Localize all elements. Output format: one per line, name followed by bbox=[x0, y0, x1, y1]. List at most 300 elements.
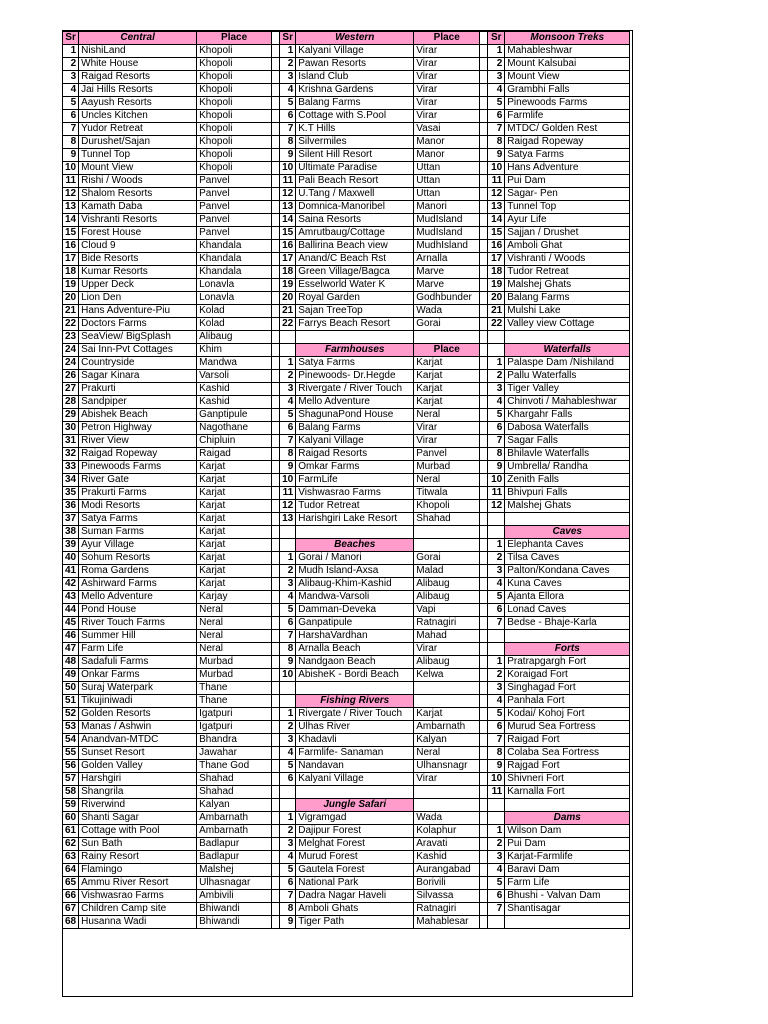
fishing-header: Fishing Rivers bbox=[296, 695, 414, 708]
sr-cell: 7 bbox=[488, 903, 505, 916]
table-row bbox=[63, 695, 630, 708]
place-cell: Virar bbox=[414, 110, 480, 123]
spacer-cell bbox=[480, 266, 488, 279]
sr-cell: 17 bbox=[488, 253, 505, 266]
place-cell: Karjat bbox=[197, 552, 272, 565]
place-header: Place bbox=[197, 32, 272, 45]
blank-cell bbox=[414, 331, 480, 344]
name-cell: Sandpiper bbox=[79, 396, 197, 409]
spacer-cell bbox=[272, 773, 280, 786]
sr-cell: 8 bbox=[280, 136, 296, 149]
place-cell: Karjat bbox=[197, 487, 272, 500]
sr-cell: 13 bbox=[280, 513, 296, 526]
place-cell: Kalyan bbox=[197, 799, 272, 812]
sr-cell: 37 bbox=[63, 513, 79, 526]
place-cell: Ratnagiri bbox=[414, 617, 480, 630]
sr-cell: 10 bbox=[488, 162, 505, 175]
table-row bbox=[63, 890, 630, 903]
sr-cell: 3 bbox=[280, 734, 296, 747]
name-cell: Khadavli bbox=[296, 734, 414, 747]
table-row bbox=[63, 513, 630, 526]
name-cell: Yudor Retreat bbox=[79, 123, 197, 136]
spacer-cell bbox=[480, 838, 488, 851]
jungle-header: Jungle Safari bbox=[296, 799, 414, 812]
sr-cell: 2 bbox=[63, 58, 79, 71]
name-cell: ShagunaPond House bbox=[296, 409, 414, 422]
table-row bbox=[63, 773, 630, 786]
sr-cell: 8 bbox=[280, 903, 296, 916]
sr-cell: 11 bbox=[280, 175, 296, 188]
sr-cell: 3 bbox=[488, 71, 505, 84]
spacer-cell bbox=[272, 110, 280, 123]
spacer-cell bbox=[272, 617, 280, 630]
blank-cell bbox=[488, 630, 505, 643]
name-cell: MTDC/ Golden Rest bbox=[505, 123, 630, 136]
sr-cell: 11 bbox=[488, 175, 505, 188]
table-row bbox=[63, 305, 630, 318]
name-cell: Vishwasrao Farms bbox=[79, 890, 197, 903]
farmhouses-header: Farmhouses bbox=[296, 344, 414, 357]
sr-cell: 5 bbox=[280, 604, 296, 617]
spacer-cell bbox=[272, 669, 280, 682]
blank-cell bbox=[488, 331, 505, 344]
place-cell: Karjat bbox=[197, 461, 272, 474]
sr-cell: 12 bbox=[63, 188, 79, 201]
sr-cell: 50 bbox=[63, 682, 79, 695]
table-row bbox=[63, 734, 630, 747]
sr-header: Sr bbox=[488, 32, 505, 45]
table-row bbox=[63, 721, 630, 734]
spacer-cell bbox=[480, 799, 488, 812]
blank-cell bbox=[505, 331, 630, 344]
name-cell: Farmlife bbox=[505, 110, 630, 123]
sr-cell: 61 bbox=[63, 825, 79, 838]
sr-cell: 68 bbox=[63, 916, 79, 929]
table-row bbox=[63, 344, 630, 357]
spacer-cell bbox=[272, 422, 280, 435]
header-row bbox=[63, 32, 630, 45]
place-cell: Ambarnath bbox=[197, 812, 272, 825]
sr-cell: 7 bbox=[488, 435, 505, 448]
table-row bbox=[63, 591, 630, 604]
place-cell: Khopoli bbox=[197, 110, 272, 123]
table-row bbox=[63, 279, 630, 292]
name-cell: Harishgiri Lake Resort bbox=[296, 513, 414, 526]
name-cell: Husanna Wadi bbox=[79, 916, 197, 929]
sr-cell: 51 bbox=[63, 695, 79, 708]
table-row bbox=[63, 45, 630, 58]
name-cell: Bedse - Bhaje-Karla bbox=[505, 617, 630, 630]
place-cell: Karjat bbox=[197, 500, 272, 513]
blank-cell bbox=[280, 526, 296, 539]
sr-cell: 13 bbox=[488, 201, 505, 214]
table-row bbox=[63, 552, 630, 565]
place-cell: Thane God bbox=[197, 760, 272, 773]
sr-cell: 1 bbox=[280, 812, 296, 825]
name-cell: Mello Adventure bbox=[79, 591, 197, 604]
name-cell: Suraj Waterpark bbox=[79, 682, 197, 695]
sr-cell: 2 bbox=[488, 552, 505, 565]
spacer-cell bbox=[272, 604, 280, 617]
sr-cell: 3 bbox=[63, 71, 79, 84]
sr-cell: 6 bbox=[280, 422, 296, 435]
name-cell: Shanti Sagar bbox=[79, 812, 197, 825]
place-cell: Uttan bbox=[414, 162, 480, 175]
spacer-cell bbox=[272, 344, 280, 357]
place-cell: Panvel bbox=[197, 188, 272, 201]
spacer-cell bbox=[272, 123, 280, 136]
spacer-cell bbox=[480, 760, 488, 773]
spacer-cell bbox=[480, 669, 488, 682]
spacer-cell bbox=[480, 71, 488, 84]
spacer-cell bbox=[272, 682, 280, 695]
blank-cell bbox=[414, 539, 480, 552]
name-cell: Damman-Deveka bbox=[296, 604, 414, 617]
blank-cell bbox=[280, 344, 296, 357]
name-cell: Ashirward Farms bbox=[79, 578, 197, 591]
sr-cell: 4 bbox=[280, 396, 296, 409]
name-cell: Koraigad Fort bbox=[505, 669, 630, 682]
spacer-cell bbox=[272, 526, 280, 539]
name-cell: Colaba Sea Fortress bbox=[505, 747, 630, 760]
sr-cell: 5 bbox=[280, 97, 296, 110]
spacer-cell bbox=[272, 58, 280, 71]
table-row bbox=[63, 682, 630, 695]
blank-cell bbox=[488, 916, 505, 929]
spacer-cell bbox=[272, 890, 280, 903]
spacer-cell bbox=[272, 916, 280, 929]
place-cell: Manor bbox=[414, 136, 480, 149]
sr-cell: 12 bbox=[488, 500, 505, 513]
name-cell: Chinvoti / Mahableshwar bbox=[505, 396, 630, 409]
spacer-cell bbox=[480, 175, 488, 188]
table-row bbox=[63, 578, 630, 591]
name-cell: Tiger Valley bbox=[505, 383, 630, 396]
blank-cell bbox=[296, 786, 414, 799]
name-cell: Royal Garden bbox=[296, 292, 414, 305]
beaches-header: Beaches bbox=[296, 539, 414, 552]
spacer-cell bbox=[272, 812, 280, 825]
spacer-cell bbox=[480, 201, 488, 214]
blank-cell bbox=[488, 526, 505, 539]
name-cell: Farmlife- Sanaman bbox=[296, 747, 414, 760]
sr-cell: 9 bbox=[488, 760, 505, 773]
table-row bbox=[63, 448, 630, 461]
sr-cell: 1 bbox=[488, 357, 505, 370]
spacer-cell bbox=[272, 474, 280, 487]
spacer-cell bbox=[272, 175, 280, 188]
place-cell: Khopoli bbox=[197, 123, 272, 136]
sr-cell: 19 bbox=[488, 279, 505, 292]
name-cell: Khargahr Falls bbox=[505, 409, 630, 422]
place-cell: Kolaphur bbox=[414, 825, 480, 838]
blank-cell bbox=[505, 513, 630, 526]
name-cell: Sai Inn-Pvt Cottages bbox=[79, 344, 197, 357]
spacer-cell bbox=[272, 357, 280, 370]
table-row bbox=[63, 97, 630, 110]
place-cell: Khandala bbox=[197, 266, 272, 279]
spacer-cell bbox=[272, 513, 280, 526]
name-cell: Ballirina Beach view bbox=[296, 240, 414, 253]
table-row bbox=[63, 747, 630, 760]
spacer-cell bbox=[272, 318, 280, 331]
name-cell: Bide Resorts bbox=[79, 253, 197, 266]
spacer-cell bbox=[480, 305, 488, 318]
name-cell: Pinewoods Farms bbox=[505, 97, 630, 110]
sr-cell: 7 bbox=[280, 890, 296, 903]
sr-cell: 26 bbox=[63, 370, 79, 383]
spacer-cell bbox=[272, 370, 280, 383]
name-cell: Ayur Life bbox=[505, 214, 630, 227]
table-row bbox=[63, 84, 630, 97]
sr-cell: 48 bbox=[63, 656, 79, 669]
spacer-cell bbox=[480, 409, 488, 422]
spacer-cell bbox=[480, 110, 488, 123]
sr-cell: 47 bbox=[63, 643, 79, 656]
name-cell: Upper Deck bbox=[79, 279, 197, 292]
sr-cell: 40 bbox=[63, 552, 79, 565]
sr-cell: 4 bbox=[488, 396, 505, 409]
blank-cell bbox=[488, 799, 505, 812]
sr-cell: 13 bbox=[280, 201, 296, 214]
name-cell: Farm Life bbox=[79, 643, 197, 656]
name-cell: Flamingo bbox=[79, 864, 197, 877]
sr-cell: 20 bbox=[488, 292, 505, 305]
place-cell: Ratnagiri bbox=[414, 903, 480, 916]
name-cell: Omkar Farms bbox=[296, 461, 414, 474]
name-cell: Melghat Forest bbox=[296, 838, 414, 851]
table-row bbox=[63, 422, 630, 435]
spacer-cell bbox=[272, 721, 280, 734]
sr-cell: 14 bbox=[488, 214, 505, 227]
table-row bbox=[63, 799, 630, 812]
place-cell: Uttan bbox=[414, 175, 480, 188]
place-cell: Ganptipule bbox=[197, 409, 272, 422]
name-cell: Pali Beach Resort bbox=[296, 175, 414, 188]
sr-cell: 56 bbox=[63, 760, 79, 773]
spacer-cell bbox=[272, 188, 280, 201]
spacer-cell bbox=[480, 331, 488, 344]
name-cell: Tiger Path bbox=[296, 916, 414, 929]
blank-cell bbox=[280, 786, 296, 799]
sr-cell: 33 bbox=[63, 461, 79, 474]
sr-cell: 54 bbox=[63, 734, 79, 747]
sr-cell: 20 bbox=[63, 292, 79, 305]
place-cell: Lonavla bbox=[197, 279, 272, 292]
spacer-cell bbox=[272, 97, 280, 110]
place-cell: Murbad bbox=[197, 656, 272, 669]
name-cell: Arnalla Beach bbox=[296, 643, 414, 656]
table-row bbox=[63, 214, 630, 227]
name-cell: Raigad Ropeway bbox=[505, 136, 630, 149]
name-cell: Palaspe Dam /Nishiland bbox=[505, 357, 630, 370]
table-row bbox=[63, 357, 630, 370]
sr-cell: 8 bbox=[280, 448, 296, 461]
sr-cell: 8 bbox=[488, 747, 505, 760]
sr-cell: 45 bbox=[63, 617, 79, 630]
spacer-cell bbox=[480, 344, 488, 357]
name-cell: Kamath Daba bbox=[79, 201, 197, 214]
spacer-cell bbox=[272, 292, 280, 305]
sr-cell: 65 bbox=[63, 877, 79, 890]
place-cell: Godhbunder bbox=[414, 292, 480, 305]
sr-cell: 9 bbox=[63, 149, 79, 162]
sr-cell: 6 bbox=[488, 422, 505, 435]
name-cell: Doctors Farms bbox=[79, 318, 197, 331]
name-cell: Sagar Falls bbox=[505, 435, 630, 448]
place-cell: Kelwa bbox=[414, 669, 480, 682]
spacer-cell bbox=[272, 786, 280, 799]
place-cell: Bhandra bbox=[197, 734, 272, 747]
place-cell: Marve bbox=[414, 266, 480, 279]
place-cell: Aravati bbox=[414, 838, 480, 851]
name-cell: Mulshi Lake bbox=[505, 305, 630, 318]
table-row bbox=[63, 617, 630, 630]
place-cell: Karjat bbox=[414, 357, 480, 370]
place-cell: Neral bbox=[414, 474, 480, 487]
name-cell: White House bbox=[79, 58, 197, 71]
place-cell: Khopoli bbox=[197, 45, 272, 58]
sr-cell: 3 bbox=[488, 383, 505, 396]
sr-cell: 12 bbox=[280, 500, 296, 513]
name-cell: National Park bbox=[296, 877, 414, 890]
sr-cell: 15 bbox=[280, 227, 296, 240]
table-row bbox=[63, 227, 630, 240]
table-row bbox=[63, 409, 630, 422]
place-cell: Wada bbox=[414, 305, 480, 318]
sr-cell: 6 bbox=[488, 721, 505, 734]
sr-cell: 1 bbox=[488, 656, 505, 669]
name-cell: Tudor Retreat bbox=[505, 266, 630, 279]
table-row bbox=[63, 188, 630, 201]
name-cell: Saina Resorts bbox=[296, 214, 414, 227]
name-cell: Abishek Beach bbox=[79, 409, 197, 422]
place-cell: Chipluin bbox=[197, 435, 272, 448]
name-cell: Wilson Dam bbox=[505, 825, 630, 838]
place-cell: Nagothane bbox=[197, 422, 272, 435]
sr-cell: 21 bbox=[280, 305, 296, 318]
place-cell: Khopoli bbox=[197, 58, 272, 71]
spacer-cell bbox=[480, 500, 488, 513]
name-cell: Pinewoods Farms bbox=[79, 461, 197, 474]
name-cell: Prakurti Farms bbox=[79, 487, 197, 500]
place-cell: Shahad bbox=[414, 513, 480, 526]
name-cell: Sunset Resort bbox=[79, 747, 197, 760]
place-cell: Kashid bbox=[197, 383, 272, 396]
place-cell: Panvel bbox=[197, 214, 272, 227]
name-cell: Karnalla Fort bbox=[505, 786, 630, 799]
spacer-cell bbox=[480, 487, 488, 500]
sr-cell: 5 bbox=[280, 409, 296, 422]
place-cell: Alibaug bbox=[414, 656, 480, 669]
place-cell: Karjat bbox=[414, 383, 480, 396]
name-cell: Jai Hills Resorts bbox=[79, 84, 197, 97]
spacer-cell bbox=[272, 578, 280, 591]
sr-cell: 5 bbox=[488, 97, 505, 110]
sr-cell: 4 bbox=[280, 84, 296, 97]
blank-cell bbox=[280, 682, 296, 695]
sr-cell: 6 bbox=[488, 110, 505, 123]
sr-cell: 6 bbox=[280, 877, 296, 890]
spacer-cell bbox=[272, 162, 280, 175]
sr-cell: 29 bbox=[63, 409, 79, 422]
sr-cell: 5 bbox=[63, 97, 79, 110]
name-cell: Domnica-Manoribel bbox=[296, 201, 414, 214]
spacer-cell bbox=[480, 214, 488, 227]
sr-cell: 10 bbox=[63, 162, 79, 175]
place-cell: Virar bbox=[414, 643, 480, 656]
spacer-cell bbox=[480, 227, 488, 240]
sr-cell: 8 bbox=[280, 643, 296, 656]
place-cell: Khopoli bbox=[197, 149, 272, 162]
spacer-cell bbox=[272, 240, 280, 253]
name-cell: Island Club bbox=[296, 71, 414, 84]
place-cell: Murbad bbox=[414, 461, 480, 474]
place-cell: Shahad bbox=[197, 786, 272, 799]
spacer-cell bbox=[272, 695, 280, 708]
sr-cell: 2 bbox=[280, 565, 296, 578]
sr-cell: 43 bbox=[63, 591, 79, 604]
sr-cell: 18 bbox=[488, 266, 505, 279]
name-cell: Sagar- Pen bbox=[505, 188, 630, 201]
place-cell: Alibaug bbox=[414, 578, 480, 591]
name-cell: Tunnel Top bbox=[505, 201, 630, 214]
spacer-cell bbox=[480, 292, 488, 305]
spacer-cell bbox=[480, 58, 488, 71]
sr-cell: 2 bbox=[488, 838, 505, 851]
spacer-cell bbox=[480, 903, 488, 916]
place-cell: Bhiwandi bbox=[197, 903, 272, 916]
sr-cell: 11 bbox=[488, 487, 505, 500]
spacer-cell bbox=[272, 461, 280, 474]
name-cell: Shalom Resorts bbox=[79, 188, 197, 201]
name-cell: Bhilavle Waterfalls bbox=[505, 448, 630, 461]
sr-cell: 11 bbox=[63, 175, 79, 188]
sr-cell: 44 bbox=[63, 604, 79, 617]
place-cell: Panvel bbox=[414, 448, 480, 461]
sr-cell: 6 bbox=[280, 773, 296, 786]
sr-cell: 16 bbox=[63, 240, 79, 253]
name-cell: HarshaVardhan bbox=[296, 630, 414, 643]
table-row bbox=[63, 526, 630, 539]
name-cell: Baravi Dam bbox=[505, 864, 630, 877]
sr-cell: 1 bbox=[280, 45, 296, 58]
sr-cell: 7 bbox=[280, 435, 296, 448]
place-cell: Karjat bbox=[197, 539, 272, 552]
sr-cell: 8 bbox=[488, 448, 505, 461]
name-cell: Ultimate Paradise bbox=[296, 162, 414, 175]
place-cell: Karjat bbox=[197, 578, 272, 591]
sr-cell: 9 bbox=[280, 656, 296, 669]
central-header: Central bbox=[79, 32, 197, 45]
table-row bbox=[63, 539, 630, 552]
name-cell: U.Tang / Maxwell bbox=[296, 188, 414, 201]
spacer-cell bbox=[272, 552, 280, 565]
place-cell: Neral bbox=[414, 747, 480, 760]
name-cell: Farrys Beach Resort bbox=[296, 318, 414, 331]
name-cell: Raigad Ropeway bbox=[79, 448, 197, 461]
table-row bbox=[63, 175, 630, 188]
sr-cell: 1 bbox=[488, 539, 505, 552]
sr-cell: 2 bbox=[488, 370, 505, 383]
name-cell: Children Camp site bbox=[79, 903, 197, 916]
name-cell: Modi Resorts bbox=[79, 500, 197, 513]
place-cell: Khopoli bbox=[414, 500, 480, 513]
spacer-cell bbox=[480, 435, 488, 448]
name-cell: Vigramgad bbox=[296, 812, 414, 825]
sr-cell: 32 bbox=[63, 448, 79, 461]
forts-header: Forts bbox=[505, 643, 630, 656]
